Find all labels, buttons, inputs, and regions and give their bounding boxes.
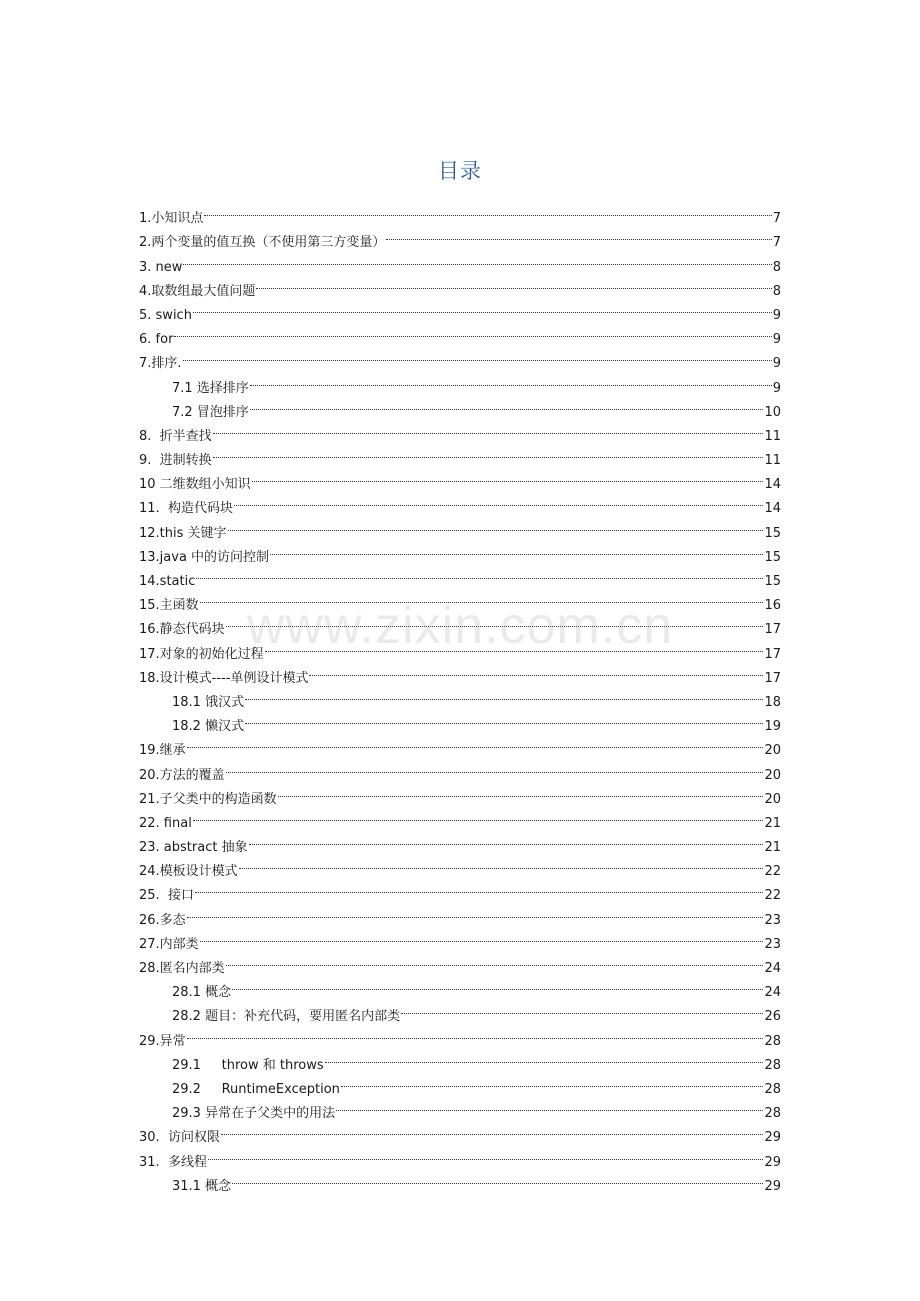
toc-dot-leader [250, 367, 772, 391]
toc-entry-label: 7.排序. [139, 356, 182, 372]
toc-entry-label: 12.this 关键字 [139, 525, 227, 541]
toc-entry-label: 26.多态 [139, 912, 186, 928]
toc-dot-leader [183, 246, 771, 270]
toc-dot-leader [278, 779, 764, 803]
toc-entry-label: 15.主函数 [139, 598, 199, 614]
toc-entry-label: 25. 接口 [139, 888, 194, 904]
toc-entry-label: 29.1 throw 和 throws [172, 1057, 324, 1073]
toc-entry-page-number: 23 [764, 936, 781, 952]
toc-dot-leader [174, 319, 771, 343]
toc-dot-leader [325, 1045, 764, 1069]
toc-dot-leader [200, 585, 764, 609]
toc-entry-page-number: 7 [772, 235, 781, 251]
toc-entry-page-number: 29 [764, 1130, 781, 1146]
toc-entry-label: 1.小知识点 [139, 211, 204, 227]
toc-dot-leader [204, 198, 771, 222]
toc-entry-label: 28.匿名内部类 [139, 961, 225, 976]
toc-entry-label: 18.1 饿汉式 [172, 694, 245, 710]
toc-entry-page-number: 28 [764, 1057, 781, 1073]
toc-entry[interactable] [139, 585, 781, 614]
toc-dot-leader [245, 682, 763, 706]
toc-entry[interactable] [139, 1045, 781, 1073]
toc-entry-page-number: 23 [764, 912, 781, 928]
toc-entry-label: 22. final [139, 815, 192, 831]
toc-entry-page-number: 17 [764, 646, 781, 662]
toc-dot-leader [401, 996, 763, 1020]
toc-dot-leader [226, 754, 764, 778]
toc-dot-leader [245, 706, 763, 730]
toc-dot-leader [200, 924, 764, 948]
toc-entry[interactable] [139, 246, 781, 275]
toc-dot-leader [232, 972, 763, 996]
toc-dot-leader [249, 827, 764, 851]
toc-entry[interactable] [139, 754, 781, 783]
toc-entry-label: 16.静态代码块 [139, 622, 225, 638]
toc-entry[interactable] [139, 561, 781, 589]
toc-entry-page-number: 15 [764, 574, 781, 589]
toc-entry-label: 18.2 懒汉式 [172, 719, 245, 735]
toc-dot-leader [256, 271, 771, 295]
toc-entry[interactable] [139, 1020, 781, 1049]
toc-entry-page-number: 8 [772, 283, 781, 299]
toc-entry[interactable] [139, 367, 781, 396]
toc-dot-leader [213, 440, 764, 464]
toc-entry-label: 18.设计模式----单例设计模式 [139, 670, 309, 686]
toc-dot-leader [309, 658, 763, 682]
toc-dot-leader [193, 803, 764, 827]
toc-entry-label: 21.子父类中的构造函数 [139, 791, 277, 807]
toc-dot-leader [336, 1093, 763, 1117]
toc-entry-label: 7.1 选择排序 [172, 380, 249, 396]
toc-dot-leader [226, 948, 764, 972]
toc-entry[interactable] [139, 996, 781, 1025]
toc-entry-page-number: 16 [764, 598, 781, 614]
toc-entry-label: 29.3 异常在子父类中的用法 [172, 1106, 336, 1122]
toc-entry-page-number: 18 [764, 694, 781, 710]
toc-entry-page-number: 22 [764, 864, 781, 880]
toc-entry[interactable] [139, 198, 781, 227]
toc-entry-page-number: 22 [764, 888, 781, 904]
toc-entry-label: 28.2 题目：补充代码，要用匿名内部类 [172, 1009, 401, 1025]
toc-entry[interactable] [139, 1166, 781, 1194]
toc-entry-page-number: 9 [772, 380, 781, 396]
toc-dot-leader [232, 1166, 763, 1190]
toc-entry-page-number: 9 [772, 307, 781, 323]
toc-dot-leader [221, 1117, 764, 1141]
toc-entry-page-number: 28 [764, 1033, 781, 1049]
toc-entry-page-number: 8 [772, 259, 781, 275]
toc-entry[interactable] [139, 222, 781, 251]
toc-dot-leader [226, 609, 764, 633]
toc-entry-page-number: 15 [764, 549, 781, 565]
toc-entry-label: 17.对象的初始化过程 [139, 646, 264, 662]
toc-entry[interactable] [139, 271, 781, 299]
toc-entry-label: 28.1 概念 [172, 985, 232, 1001]
toc-dot-leader [386, 222, 771, 246]
toc-dot-leader [228, 512, 764, 536]
toc-entry[interactable] [139, 1117, 781, 1146]
toc-entry-page-number: 29 [764, 1178, 781, 1194]
toc-entry-label: 31. 多线程 [139, 1154, 207, 1170]
toc-entry[interactable] [139, 512, 781, 541]
toc-entry-page-number: 28 [764, 1106, 781, 1122]
toc-entry-label: 6. for [139, 332, 174, 348]
toc-entry[interactable] [139, 924, 781, 952]
toc-entry-label: 3. new [139, 259, 183, 275]
toc-entry[interactable] [139, 295, 781, 323]
toc-entry-label: 14.static [139, 574, 196, 589]
toc-dot-leader [250, 392, 764, 416]
toc-entry-label: 20.方法的覆盖 [139, 767, 225, 783]
toc-entry-label: 30. 访问权限 [139, 1130, 220, 1146]
toc-entry-page-number: 9 [772, 356, 781, 372]
toc-entry[interactable] [139, 319, 781, 348]
toc-entry-label: 13.java 中的访问控制 [139, 549, 270, 565]
toc-entry[interactable] [139, 899, 781, 928]
toc-dot-leader [208, 1141, 764, 1165]
toc-entry[interactable] [139, 803, 781, 831]
toc-dot-leader [195, 875, 764, 899]
toc-dot-leader [270, 537, 763, 561]
toc-entry[interactable] [139, 416, 781, 444]
toc-entry-page-number: 14 [764, 477, 781, 493]
toc-entry-page-number: 21 [764, 815, 781, 831]
toc-entry[interactable] [139, 464, 781, 493]
toc-dot-leader [187, 899, 764, 923]
toc-entry-label: 23. abstract 抽象 [139, 840, 248, 856]
toc-entry-page-number: 29 [764, 1154, 781, 1170]
toc-dot-leader [196, 561, 763, 585]
toc-entry[interactable] [139, 440, 781, 469]
toc-entry-label: 4.取数组最大值问题 [139, 283, 256, 299]
toc-dot-leader [252, 464, 764, 488]
toc-entry-page-number: 10 [764, 404, 781, 420]
toc-entry[interactable] [139, 827, 781, 856]
toc-dot-leader [265, 633, 764, 657]
toc-entry-page-number: 7 [772, 211, 781, 227]
toc-entry-label: 24.模板设计模式 [139, 864, 238, 880]
toc-dot-leader [213, 416, 764, 440]
toc-dot-leader [187, 730, 764, 754]
toc-entry[interactable] [139, 972, 781, 1001]
toc-entry-page-number: 14 [764, 501, 781, 517]
toc-dot-leader [234, 488, 764, 512]
toc-entry-page-number: 20 [764, 791, 781, 807]
toc-entry[interactable] [139, 488, 781, 517]
toc-entry-label: 7.2 冒泡排序 [172, 404, 249, 420]
toc-dot-leader [187, 1020, 764, 1044]
toc-entry-page-number: 26 [764, 1009, 781, 1025]
watermark: www.zixin.com.cn [246, 597, 674, 655]
toc-entry-page-number: 20 [764, 767, 781, 783]
toc-entry-page-number: 17 [764, 670, 781, 686]
toc-entry-label: 5. swich [139, 307, 192, 323]
toc-entry-label: 10 二维数组小知识 [139, 477, 251, 493]
toc-entry-page-number: 24 [764, 985, 781, 1001]
toc-entry-label: 9. 进制转换 [139, 453, 212, 469]
toc-dot-leader [239, 851, 764, 875]
toc-entry[interactable] [139, 537, 781, 565]
toc-entry-label: 29.2 RuntimeException [172, 1081, 340, 1097]
toc-entry-page-number: 15 [764, 525, 781, 541]
toc-dot-leader [341, 1069, 764, 1093]
toc-entry[interactable] [139, 1141, 781, 1170]
toc-title: 目录 [438, 159, 482, 183]
toc-entry-label: 19.继承 [139, 743, 186, 759]
toc-entry[interactable] [139, 633, 781, 662]
toc-entry[interactable] [139, 779, 781, 807]
toc-list [139, 198, 781, 1194]
toc-entry-label: 31.1 概念 [172, 1178, 232, 1194]
toc-entry[interactable] [139, 875, 781, 904]
toc-entry[interactable] [139, 343, 781, 372]
toc-entry-page-number: 17 [764, 622, 781, 638]
toc-entry-label: 11. 构造代码块 [139, 501, 233, 517]
toc-entry-label: 8. 折半查找 [139, 428, 212, 444]
toc-dot-leader [193, 295, 772, 319]
toc-entry-page-number: 19 [764, 719, 781, 735]
toc-entry-page-number: 11 [764, 428, 781, 444]
toc-entry-page-number: 11 [764, 453, 781, 469]
toc-entry-label: 2.两个变量的值互换（不使用第三方变量） [139, 235, 386, 251]
toc-entry-page-number: 9 [772, 332, 781, 348]
toc-entry[interactable] [139, 730, 781, 759]
toc-entry-label: 29.异常 [139, 1033, 186, 1049]
toc-entry-page-number: 20 [764, 743, 781, 759]
toc-entry-label: 27.内部类 [139, 936, 199, 952]
toc-entry-page-number: 21 [764, 840, 781, 856]
toc-entry-page-number: 24 [764, 961, 781, 976]
toc-entry-page-number: 28 [764, 1081, 781, 1097]
toc-dot-leader [183, 343, 772, 367]
toc-entry[interactable] [139, 948, 781, 976]
